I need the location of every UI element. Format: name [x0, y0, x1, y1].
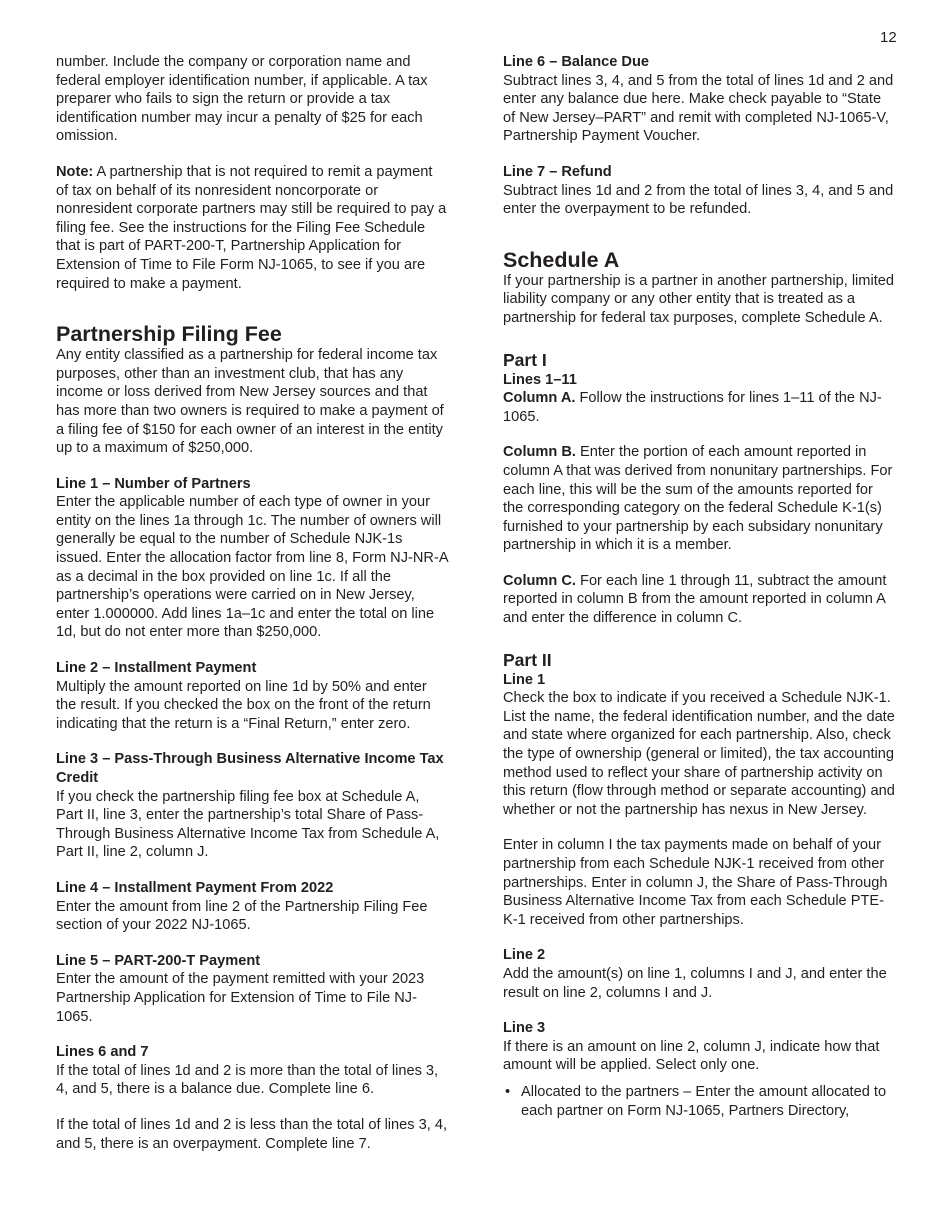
part2-line1-text-2: Enter in column I the tax payments made on behalf of your partnership from each Schedule NJK-1 received from other partnerships. Enter in column J, the Share of Pass-Through Business Alternative Income Tax from each Schedule PTE-K-1 received from other partnerships.	[503, 837, 888, 928]
part2-title: Part II	[503, 649, 552, 670]
part2-line3-text: If there is an amount on line 2, column J, indicate how that amount will be applied. Select only one.	[503, 1038, 880, 1074]
allocation-options-list	[503, 1083, 897, 1120]
part2-line2-title: Line 2	[503, 947, 546, 964]
column-b-text	[503, 443, 897, 555]
line2-text: Multiply the amount reported on line 1d by 50% and enter the result. If you checked the box on the front of the return indicating that the return is a “Final Return,” enter zero.	[56, 678, 431, 732]
line7-title: Line 7 – Refund	[503, 163, 612, 180]
column-c-text	[503, 572, 897, 628]
line3-title: Line 3 – Pass-Through Business Alternative Income Tax Credit	[56, 751, 444, 786]
lines67-text-2: If the total of lines 1d and 2 is less than the total of lines 3, 4, and 5, there is an overpayment. Complete line 7.	[56, 1116, 448, 1152]
schedule-a-title: Schedule A	[503, 247, 620, 272]
line4-text: Enter the amount from line 2 of the Partnership Filing Fee section of your 2022 NJ-1065.	[56, 898, 428, 934]
part2-line1-title: Line 1	[503, 671, 546, 688]
line4-title: Line 4 – Installment Payment From 2022	[56, 879, 334, 896]
part2-line2-text: Add the amount(s) on line 1, columns I and J, and enter the result on line 2, columns I and J.	[503, 965, 887, 1001]
column-b-label: Column B.	[503, 444, 576, 461]
part1-title: Part I	[503, 349, 547, 370]
part2-line3-title: Line 3	[503, 1020, 546, 1037]
column-c-body: For each line 1 through 11, subtract the amount reported in column B from the amount reported in column A and enter the difference in column C.	[503, 572, 887, 627]
line6-text: Subtract lines 3, 4, and 5 from the total of lines 1d and 2 and enter any balance due here. Make check payable to “State of New Jersey–PART” and remit with completed NJ-1065-V, Partnership Payment Voucher.	[503, 72, 894, 145]
note-text: A partnership that is not required to remit a payment of tax on behalf of its nonresident noncorporate or nonresident corporate partners may still be required to pay a filing fee. See the instructions for the Filing Fee Schedule that is part of PART-200-T, Partnership Application for Extension of Time to File Form NJ-1065, to see if you are required to make a payment.	[56, 163, 447, 292]
line7-text: Subtract lines 1d and 2 from the total of lines 3, 4, and 5 and enter the overpayment to be refunded.	[503, 182, 894, 218]
line2-title: Line 2 – Installment Payment	[56, 660, 257, 677]
lines67-title: Lines 6 and 7	[56, 1044, 149, 1061]
list-item: • Allocated to the partners – Enter the amount allocated to each partner on Form NJ-1065, Partners Directory,	[521, 1083, 897, 1120]
column-a-label: Column A.	[503, 390, 576, 407]
column-b-body: Enter the portion of each amount reported in column A that was derived from nonunitary partnerships. For each line, this will be the sum of the amounts reported for the corresponding category on the federal Schedule K-1(s) furnished to your partnership by each subsidary nonunitary partnership in which it is a member.	[503, 444, 893, 554]
note-label: Note:	[56, 163, 94, 180]
line1-text: Enter the applicable number of each type of owner in your entity on the lines 1a through 1c. The number of owners will generally be equal to the number of Schedule NJK-1s issued. Enter the allocation factor from line 8, Form NJ-NR-A as a decimal in the box provided on line 1c. If all the partnership’s operations were carried on in New Jersey, enter 1.000000. Add lines 1a–1c and enter the total on line 1d, but do not enter more than $250,000.	[56, 494, 448, 641]
line5-text: Enter the amount of the payment remitted with your 2023 Partnership Application for Extension of Time to File NJ-1065.	[56, 971, 425, 1025]
line6-title: Line 6 – Balance Due	[503, 54, 649, 70]
section-title-filing-fee: Partnership Filing Fee	[56, 322, 282, 347]
line5-title: Line 5 – PART-200-T Payment	[56, 952, 261, 969]
note-paragraph	[56, 163, 448, 293]
left-column	[56, 53, 448, 1153]
column-a-body: Follow the instructions for lines 1–11 of the NJ-1065.	[503, 390, 882, 425]
intro-continued: number. Include the company or corporation name and federal employer identification number, if applicable. A tax preparer who fails to sign the return or provide a tax identification number may incur a penalty of $25 for each omission.	[56, 54, 428, 145]
part1-lines: Lines 1–11	[503, 371, 577, 388]
line3-text: If you check the partnership filing fee box at Schedule A, Part II, line 3, enter the partnership’s total Share of Pass-Through Business Alternative Income Tax from Schedule A, Part II, line 2, column J.	[56, 788, 440, 861]
part2-line1-text: Check the box to indicate if you received a Schedule NJK-1. List the name, the federal identification number, and the date and state where organized for each partnership. Also, check the type of ownership (general or limited), the tax accounting method used to reflect your share of partnership activity on this return (flow through method or separate accounting) and whether or not the partnership has nexus in New Jersey.	[503, 690, 895, 818]
column-c-label: Column C.	[503, 572, 576, 589]
lines67-text-1: If the total of lines 1d and 2 is more than the total of lines 3, 4, and 5, there is a balance due. Complete line 6.	[56, 1062, 439, 1098]
schedule-a-text: If your partnership is a partner in another partnership, limited liability company or any other entity that is treated as a partnership for federal tax purposes, complete Schedule A.	[503, 272, 894, 326]
right-column	[503, 53, 897, 1120]
page-number: 12	[880, 29, 897, 46]
line1-title: Line 1 – Number of Partners	[56, 475, 251, 492]
column-a-text	[503, 389, 897, 426]
filing-fee-text: Any entity classified as a partnership for federal income tax purposes, other than an investment club, that has any income or loss derived from New Jersey sources and that has more than two owners is required to make a payment of a filing fee of $150 for each owner of an interest in the entity up to a maximum of $250,000.	[56, 347, 444, 457]
